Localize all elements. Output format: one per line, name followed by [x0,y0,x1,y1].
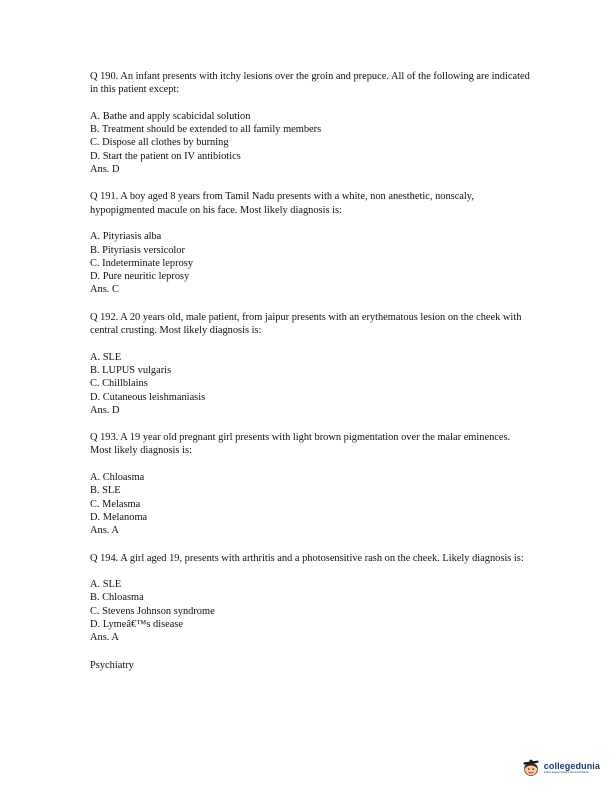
option-a: A. Chloasma [90,472,145,484]
question-190 [90,70,530,176]
section-title: Psychiatry [90,659,134,671]
option-c: C. Indeterminate leprosy [90,257,194,269]
option-d: D. Pure neuritic leprosy [90,271,190,283]
answer: Ans. D [90,404,120,416]
option-b: B. SLE [90,485,121,497]
collegedunia-logo [521,758,600,778]
answer: Ans. A [90,525,119,537]
question-text: Q 193. A 19 year old pregnant girl presents with light brown pigmentation over the malar eminences. Most likely diagnosis is: [90,432,511,457]
option-c: C. Stevens Johnson syndrome [90,605,215,617]
option-c: C. Chillblains [90,378,148,390]
option-a: A. SLE [90,351,122,363]
collegedunia-logo-icon [521,758,541,778]
option-d: D. Lymeâ€™s disease [90,618,183,630]
logo-wordmark: collegedunia [543,760,600,771]
question-text: Q 192. A 20 years old, male patient, from jaipur presents with an erythematous lesion on the cheek with central crusting. Most likely diagnosis is: [90,311,522,337]
option-d: D. Start the patient on IV antibiotics [90,150,241,162]
option-d: D. Cutaneous leishmaniasis [90,391,206,403]
question-text: Q 191. A boy aged 8 years from Tamil Nadu presents with a white, non anesthetic, nonscaly, hypopigmented macule on his face. Most likely diagnosis is: [90,191,474,216]
option-b: B. Treatment should be extended to all family members [90,124,322,136]
option-b: B. Chloasma [90,592,144,604]
question-text: Q 194. A girl aged 19, presents with arthritis and a photosensitive rash on the cheek. Likely diagnosis is: [90,552,524,564]
question-text: Q 190. An infant presents with itchy lesions over the groin and prepuce. All of the following are indicated in this patient except: [90,71,530,96]
question-194 [90,552,530,645]
question-193 [90,431,530,537]
answer: Ans. A [90,632,119,644]
document-page [90,70,530,672]
option-b: B. Pityriasis versicolor [90,244,185,256]
question-192 [90,311,530,417]
question-191 [90,190,530,296]
option-c: C. Dispose all clothes by burning [90,137,229,149]
answer: Ans. C [90,284,119,296]
option-a: A. SLE [90,579,122,591]
option-b: B. LUPUS vulgaris [90,364,172,376]
option-d: D. Melanoma [90,511,148,523]
option-a: A. Pityriasis alba [90,231,162,243]
answer: Ans. D [90,164,120,176]
option-c: C. Melasma [90,498,141,510]
logo-tagline: India's largest Student Review Platform [543,770,589,774]
option-a: A. Bathe and apply scabicidal solution [90,110,251,122]
